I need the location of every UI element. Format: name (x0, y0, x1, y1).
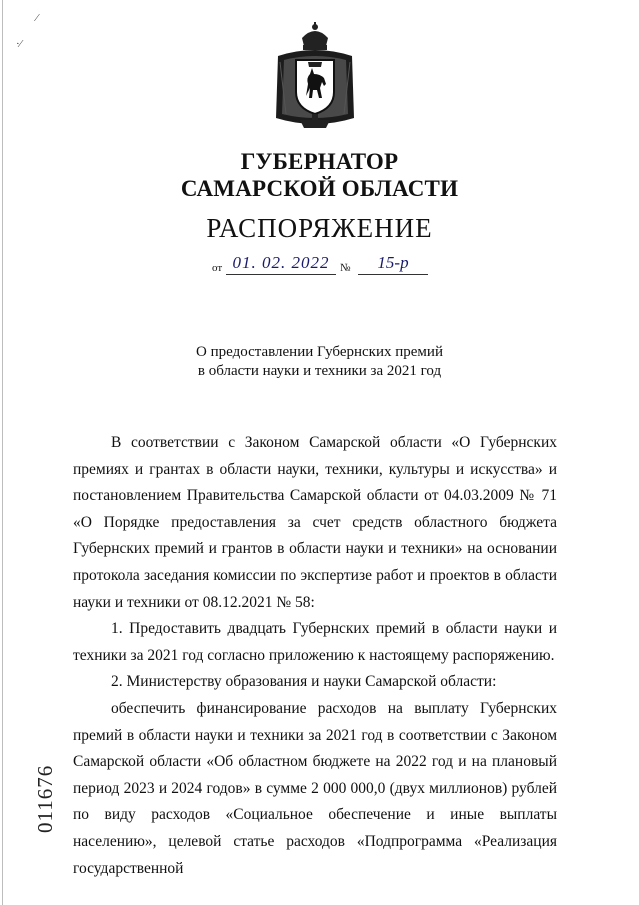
body-paragraph: В соответствии с Законом Самарской области «О Губернских премиях и грантах в области науки, техники, культуры и искусства» и постановлением Правительства Самарской области от 04.03.2009 № 71 «О Порядке предоставления за счет средств областного бюджета Губернских премий и грантов в области науки и техники» на основании протокола заседания комиссии по экспертизе работ и проектов в области науки и техники от 08.12.2021 № 58: (73, 434, 557, 611)
date-prefix: от (212, 262, 223, 274)
issuer-title-line2: САМАРСКОЙ ОБЛАСТИ (180, 176, 459, 201)
issuer-title-line1: ГУБЕРНАТОР (240, 149, 399, 174)
subject-line2: в области науки и техники за 2021 год (197, 363, 442, 379)
body-paragraph: 2. Министерству образования и науки Самарской области: (111, 673, 497, 691)
document-type: РАСПОРЯЖЕНИЕ (206, 213, 433, 243)
body-paragraph: обеспечить финансирование расходов на выплату Губернских премий в области науки и техники за 2021 год в соответствии с Законом Самарской области «Об областном бюджете на 2022 год и на плановый период 2023 и 2024 годов» в сумме 2 000 000,0 (двух миллионов) рублей по виду расходов «Социальное обеспечение и иные выплаты населению», целевой статье расходов «Подпрограмма «Реализация государственной (73, 699, 557, 877)
body-paragraph: 1. Предоставить двадцать Губернских премий в области науки и техники за 2021 год согласно приложению к настоящему распоряжению. (73, 620, 557, 664)
document-subject (0, 343, 639, 381)
date-number-line (212, 252, 452, 276)
subject-line1: О предоставлении Губернских премий (196, 344, 443, 360)
serial-number-text: 011676 (33, 764, 57, 833)
number-sign: № (340, 262, 351, 274)
serial-number (30, 745, 60, 835)
scan-margin-line (2, 0, 3, 905)
document-number: 15-р (358, 252, 428, 275)
samara-coat-of-arms-icon (270, 22, 360, 130)
document-body (73, 430, 557, 882)
scan-mark: ⁄ (36, 12, 38, 24)
document-date: 01. 02. 2022 (226, 252, 336, 275)
scan-mark: ·⁄ (16, 38, 22, 50)
